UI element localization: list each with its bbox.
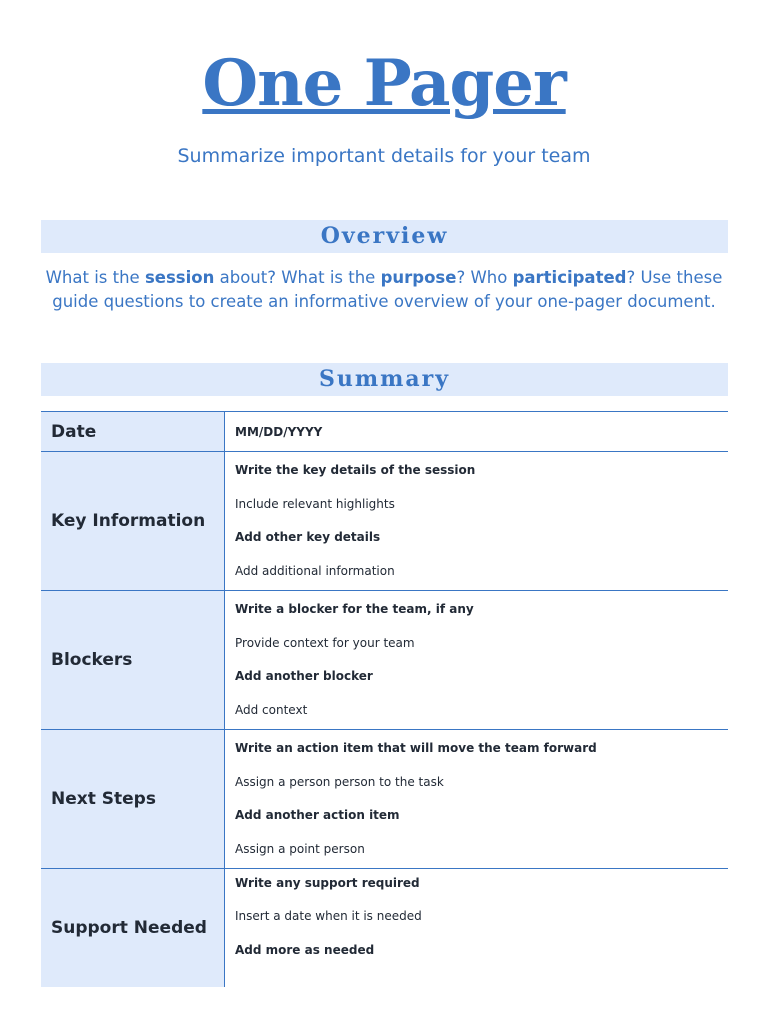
overview-keyword-purpose: purpose [380, 268, 457, 287]
overview-text-part: about? What is the [214, 268, 381, 287]
overview-text-part: What is the [45, 268, 145, 287]
overview-text-part: ? Who [456, 268, 513, 287]
blockers-line: Provide context for your team [235, 635, 415, 650]
overview-paragraph [34, 266, 734, 314]
row-label-date: Date [41, 412, 225, 452]
row-label-next-steps: Next Steps [41, 730, 225, 869]
next-steps-line: Add another action item [235, 808, 400, 822]
support-needed-line: Insert a date when it is needed [235, 909, 422, 924]
next-steps-line: Assign a point person [235, 841, 365, 856]
table-row-blockers [41, 591, 728, 730]
overview-keyword-participated: participated [512, 268, 627, 287]
next-steps-line: Assign a person person to the task [235, 774, 444, 789]
key-information-line: Add other key details [235, 530, 381, 544]
support-needed-line: Write any support required [235, 875, 420, 890]
next-steps-cell[interactable] [225, 730, 729, 869]
blockers-line: Write a blocker for the team, if any [235, 602, 474, 616]
summary-heading: Summary [41, 363, 728, 396]
overview-heading: Overview [41, 220, 728, 253]
support-needed-cell[interactable] [225, 869, 729, 988]
overview-keyword-session: session [144, 268, 215, 287]
row-label-support-needed: Support Needed [41, 869, 225, 988]
table-row-key-information [41, 452, 728, 591]
row-label-key-information: Key Information [41, 452, 225, 591]
key-information-line: Write the key details of the session [235, 463, 476, 477]
date-field[interactable]: MM/DD/YYYY [225, 412, 729, 452]
row-label-blockers: Blockers [41, 591, 225, 730]
table-row-date [41, 412, 728, 452]
next-steps-line: Write an action item that will move the team forward [235, 741, 597, 755]
key-information-cell[interactable] [225, 452, 729, 591]
blockers-cell[interactable] [225, 591, 729, 730]
support-needed-line: Add more as needed [235, 942, 375, 957]
key-information-line: Include relevant highlights [235, 496, 395, 511]
blockers-line: Add context [235, 702, 308, 717]
table-row-next-steps [41, 730, 728, 869]
key-information-line: Add additional information [235, 563, 395, 578]
overview-text-part: ? Use these guide questions to create an informative overview of your one-pager document. [52, 268, 723, 311]
page-title: One Pager [202, 46, 566, 121]
blockers-line: Add another blocker [235, 669, 373, 683]
summary-table [41, 411, 728, 987]
table-row-support-needed [41, 869, 728, 988]
page-subtitle: Summarize important details for your team [177, 145, 591, 167]
